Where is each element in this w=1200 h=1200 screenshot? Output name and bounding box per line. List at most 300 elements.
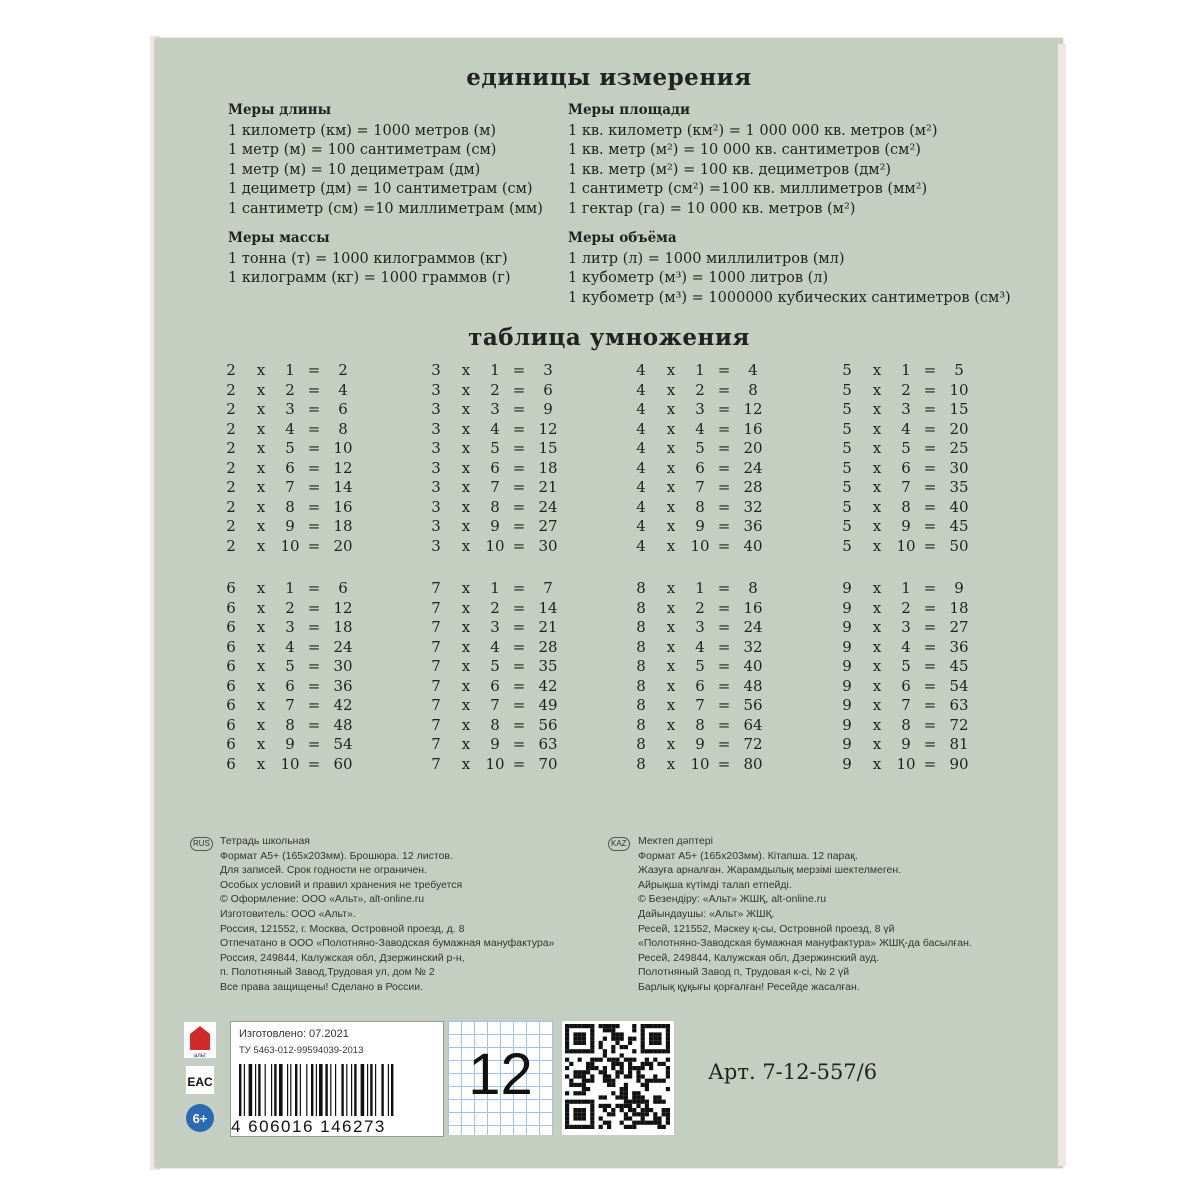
qr-module — [569, 1125, 573, 1129]
factor-b: 7 — [695, 478, 705, 496]
qr-module — [615, 1032, 619, 1036]
factor-b: 8 — [490, 715, 500, 734]
operator: x — [666, 517, 676, 535]
factor-a: 6 — [226, 676, 236, 695]
qr-module — [645, 1112, 649, 1116]
article-number: Арт. 7-12-557/6 — [708, 1060, 878, 1084]
equals: = — [717, 618, 731, 636]
qr-module — [636, 1091, 640, 1095]
operator: x — [461, 618, 471, 636]
qr-module — [590, 1049, 594, 1053]
equals: = — [923, 598, 937, 617]
product: 21 — [538, 618, 558, 636]
qr-module — [615, 1037, 619, 1041]
factor-a: 9 — [842, 754, 852, 773]
equals: = — [512, 754, 526, 773]
legal-line: Изготовитель: ООО «Альт». — [220, 907, 356, 920]
legal-line: Полотняный Завод п, Трудовая к-сі, № 2 үй — [638, 966, 850, 979]
operator: x — [666, 618, 676, 636]
equals: = — [923, 754, 937, 773]
qr-module — [628, 1058, 632, 1062]
product: 6 — [543, 380, 553, 399]
factor-b: 4 — [285, 637, 295, 656]
factor-b: 9 — [490, 517, 500, 535]
qr-module — [632, 1121, 636, 1125]
qr-module — [657, 1049, 661, 1053]
equals: = — [512, 439, 526, 457]
qr-module — [569, 1049, 573, 1053]
equals: = — [923, 361, 937, 379]
product: 42 — [538, 676, 558, 695]
factor-a: 2 — [226, 380, 236, 399]
factor-a: 9 — [842, 579, 852, 597]
product: 4 — [748, 361, 758, 379]
product: 48 — [333, 715, 353, 734]
factor-a: 4 — [636, 478, 646, 496]
qr-module — [603, 1053, 607, 1057]
factor-b: 8 — [901, 497, 911, 516]
factor-b: 7 — [285, 696, 295, 714]
qr-module — [662, 1112, 666, 1116]
factor-a: 5 — [842, 536, 852, 555]
barcode-bar — [319, 1064, 323, 1116]
qr-module — [653, 1074, 657, 1078]
qr-module — [666, 1058, 670, 1062]
qr-module — [620, 1053, 624, 1057]
product: 8 — [748, 380, 758, 399]
qr-module — [641, 1028, 645, 1032]
qr-module — [645, 1058, 649, 1062]
barcode-bar — [341, 1064, 343, 1116]
qr-module — [586, 1024, 590, 1028]
factor-a: 7 — [431, 735, 441, 753]
qr-module — [662, 1062, 666, 1066]
qr-module — [611, 1045, 615, 1049]
qr-module — [599, 1041, 603, 1045]
qr-module — [565, 1112, 569, 1116]
factor-b: 3 — [490, 618, 500, 636]
units-title: единицы измерения — [466, 64, 752, 91]
qr-module — [636, 1100, 640, 1104]
product: 2 — [338, 361, 348, 379]
operator: x — [872, 517, 882, 535]
qr-module — [569, 1062, 573, 1066]
qr-module — [624, 1091, 628, 1095]
qr-module — [573, 1100, 577, 1104]
qr-module — [666, 1045, 670, 1049]
qr-module — [578, 1058, 582, 1062]
operator: x — [461, 419, 471, 438]
qr-module — [649, 1079, 653, 1083]
qr-module — [603, 1074, 607, 1078]
qr-module — [590, 1108, 594, 1112]
product: 45 — [949, 657, 969, 675]
product: 3 — [543, 361, 553, 379]
product: 32 — [743, 637, 763, 656]
svg-text:альт: альт — [193, 1053, 207, 1059]
qr-module — [620, 1066, 624, 1070]
barcode-bar — [391, 1064, 393, 1116]
qr-module — [582, 1041, 586, 1045]
equals: = — [512, 419, 526, 438]
factor-a: 5 — [842, 478, 852, 496]
qr-module — [624, 1058, 628, 1062]
product: 27 — [949, 618, 969, 636]
qr-module — [611, 1028, 615, 1032]
legal-line: Особых условий и правил хранения не требуется — [220, 878, 463, 891]
qr-module — [653, 1095, 657, 1099]
factor-a: 4 — [636, 439, 646, 457]
qr-module — [641, 1074, 645, 1078]
factor-b: 9 — [285, 735, 295, 753]
qr-module — [578, 1091, 582, 1095]
operator: x — [872, 657, 882, 675]
factor-a: 2 — [226, 419, 236, 438]
barcode-bar — [361, 1064, 365, 1116]
equals: = — [512, 380, 526, 399]
barcode-bar — [354, 1064, 356, 1116]
factor-a: 3 — [431, 361, 441, 379]
product: 32 — [743, 497, 763, 516]
factor-a: 8 — [636, 735, 646, 753]
length-title: Меры длины — [228, 102, 332, 118]
equals: = — [512, 458, 526, 477]
qr-module — [641, 1108, 645, 1112]
factor-a: 4 — [636, 419, 646, 438]
operator: x — [461, 478, 471, 496]
operator: x — [256, 400, 266, 418]
qr-module — [599, 1104, 603, 1108]
qr-module — [641, 1062, 645, 1066]
factor-b: 6 — [490, 458, 500, 477]
factor-b: 5 — [901, 657, 911, 675]
qr-module — [573, 1037, 577, 1041]
legal-line: Россия, 249844, Калужская обл, Дзержинский р-н, — [220, 951, 465, 964]
product: 63 — [949, 696, 969, 714]
factor-a: 2 — [226, 439, 236, 457]
equals: = — [923, 478, 937, 496]
qr-module — [649, 1121, 653, 1125]
operator: x — [461, 715, 471, 734]
notebook-back-cover — [155, 38, 1063, 1168]
qr-module — [653, 1121, 657, 1125]
qr-module — [657, 1037, 661, 1041]
operator: x — [256, 618, 266, 636]
barcode-bar — [311, 1064, 313, 1116]
barcode-bar — [388, 1064, 389, 1116]
mass-measure-line: 1 килограмм (кг) = 1000 граммов (г) — [228, 270, 511, 286]
equals: = — [512, 361, 526, 379]
qr-module — [611, 1112, 615, 1116]
operator: x — [256, 598, 266, 617]
product: 72 — [949, 715, 969, 734]
qr-module — [645, 1104, 649, 1108]
operator: x — [872, 497, 882, 516]
operator: x — [256, 517, 266, 535]
qr-module — [590, 1100, 594, 1104]
qr-module — [628, 1041, 632, 1045]
qr-module — [628, 1100, 632, 1104]
qr-module — [628, 1037, 632, 1041]
product: 8 — [338, 419, 348, 438]
equals: = — [307, 536, 321, 555]
factor-a: 6 — [226, 598, 236, 617]
qr-module — [645, 1062, 649, 1066]
qr-module — [573, 1024, 577, 1028]
legal-line: Дайындаушы: «Альт» ЖШҚ. — [638, 907, 775, 920]
factor-b: 5 — [695, 657, 705, 675]
operator: x — [666, 478, 676, 496]
factor-b: 2 — [695, 598, 705, 617]
qr-module — [641, 1049, 645, 1053]
factor-b: 6 — [695, 676, 705, 695]
product: 12 — [538, 419, 558, 438]
factor-a: 8 — [636, 715, 646, 734]
equals: = — [307, 754, 321, 773]
product: 12 — [333, 458, 353, 477]
qr-module — [632, 1028, 636, 1032]
qr-module — [628, 1062, 632, 1066]
factor-b: 7 — [695, 696, 705, 714]
qr-module — [666, 1116, 670, 1120]
product: 16 — [743, 419, 763, 438]
qr-module — [599, 1024, 603, 1028]
factor-a: 9 — [842, 735, 852, 753]
qr-module — [657, 1079, 661, 1083]
factor-b: 8 — [285, 497, 295, 516]
qr-module — [569, 1079, 573, 1083]
operator: x — [461, 676, 471, 695]
manufacture-date: Изготовлено: 07.2021 — [239, 1028, 349, 1040]
equals: = — [307, 361, 321, 379]
qr-module — [645, 1100, 649, 1104]
qr-module — [615, 1095, 619, 1099]
qr-module — [578, 1108, 582, 1112]
operator: x — [461, 536, 471, 555]
qr-module — [590, 1024, 594, 1028]
factor-a: 6 — [226, 579, 236, 597]
operator: x — [872, 637, 882, 656]
factor-b: 10 — [896, 754, 916, 773]
qr-module — [565, 1091, 569, 1095]
qr-module — [586, 1066, 590, 1070]
qr-module — [578, 1041, 582, 1045]
qr-module — [611, 1108, 615, 1112]
qr-module — [569, 1100, 573, 1104]
operator: x — [872, 478, 882, 496]
equals: = — [923, 517, 937, 535]
qr-module — [662, 1100, 666, 1104]
qr-module — [603, 1049, 607, 1053]
qr-module — [607, 1079, 611, 1083]
qr-module — [620, 1104, 624, 1108]
qr-module — [603, 1108, 607, 1112]
equals: = — [923, 400, 937, 418]
qr-module — [641, 1100, 645, 1104]
operator: x — [666, 497, 676, 516]
operator: x — [666, 754, 676, 773]
qr-module — [636, 1104, 640, 1108]
qr-module — [662, 1108, 666, 1112]
factor-b: 9 — [901, 517, 911, 535]
factor-b: 4 — [695, 637, 705, 656]
qr-module — [590, 1074, 594, 1078]
factor-b: 5 — [901, 439, 911, 457]
qr-module — [653, 1041, 657, 1045]
qr-module — [649, 1041, 653, 1045]
volume-measure-line: 1 литр (л) = 1000 миллилитров (мл) — [568, 250, 845, 267]
qr-module — [594, 1066, 598, 1070]
qr-module — [586, 1125, 590, 1129]
product: 20 — [743, 439, 763, 457]
qr-module — [569, 1024, 573, 1028]
factor-b: 3 — [285, 618, 295, 636]
qr-module — [603, 1079, 607, 1083]
barcode-bar — [255, 1064, 256, 1116]
operator: x — [256, 497, 266, 516]
qr-module — [649, 1049, 653, 1053]
qr-module — [632, 1100, 636, 1104]
qr-module — [611, 1091, 615, 1095]
equals: = — [923, 715, 937, 734]
factor-a: 8 — [636, 657, 646, 675]
qr-module — [620, 1095, 624, 1099]
factor-a: 5 — [842, 361, 852, 379]
equals: = — [717, 754, 731, 773]
qr-module — [628, 1104, 632, 1108]
barcode-bar — [367, 1064, 368, 1116]
operator: x — [461, 458, 471, 477]
qr-module — [641, 1116, 645, 1120]
operator: x — [256, 715, 266, 734]
factor-b: 1 — [695, 579, 705, 597]
cover-edge-right — [1058, 44, 1066, 1166]
barcode-bar — [370, 1064, 372, 1116]
barcode-bar — [258, 1064, 260, 1116]
factor-b: 10 — [896, 536, 916, 555]
product: 24 — [333, 637, 353, 656]
factor-b: 8 — [490, 497, 500, 516]
equals: = — [717, 598, 731, 617]
operator: x — [256, 458, 266, 477]
operator: x — [256, 696, 266, 714]
product: 56 — [743, 696, 763, 714]
qr-module — [565, 1108, 569, 1112]
operator: x — [872, 361, 882, 379]
factor-a: 4 — [636, 458, 646, 477]
equals: = — [717, 735, 731, 753]
qr-module — [628, 1116, 632, 1120]
qr-module — [590, 1121, 594, 1125]
barcode-bar — [316, 1064, 317, 1116]
product: 15 — [949, 400, 969, 418]
barcode-digits: 4 606016 146273 — [231, 1117, 386, 1136]
qr-module — [586, 1049, 590, 1053]
factor-a: 7 — [431, 676, 441, 695]
equals: = — [717, 458, 731, 477]
qr-module — [590, 1116, 594, 1120]
qr-module — [653, 1024, 657, 1028]
qr-module — [653, 1079, 657, 1083]
factor-b: 1 — [901, 361, 911, 379]
qr-module — [573, 1032, 577, 1036]
product: 4 — [338, 380, 348, 399]
product: 30 — [333, 657, 353, 675]
equals: = — [307, 715, 321, 734]
product: 14 — [538, 598, 558, 617]
operator: x — [461, 497, 471, 516]
equals: = — [512, 676, 526, 695]
length-measure-line: 1 дециметр (дм) = 10 сантиметрам (см) — [228, 181, 533, 197]
factor-b: 3 — [695, 618, 705, 636]
qr-module — [578, 1032, 582, 1036]
qr-module — [641, 1045, 645, 1049]
qr-module — [578, 1037, 582, 1041]
product: 8 — [748, 579, 758, 597]
equals: = — [307, 735, 321, 753]
factor-a: 7 — [431, 754, 441, 773]
factor-b: 3 — [901, 618, 911, 636]
factor-a: 2 — [226, 400, 236, 418]
qr-module — [565, 1024, 569, 1028]
product: 45 — [949, 517, 969, 535]
qr-module — [573, 1049, 577, 1053]
factor-a: 4 — [636, 361, 646, 379]
operator: x — [666, 458, 676, 477]
qr-module — [573, 1041, 577, 1045]
equals: = — [717, 657, 731, 675]
barcode-bar — [295, 1064, 297, 1116]
qr-module — [649, 1032, 653, 1036]
qr-module — [620, 1091, 624, 1095]
operator: x — [461, 439, 471, 457]
qr-module — [662, 1125, 666, 1129]
product: 63 — [538, 735, 558, 753]
product: 50 — [949, 536, 969, 555]
factor-b: 5 — [490, 439, 500, 457]
qr-module — [628, 1108, 632, 1112]
product: 5 — [954, 361, 964, 379]
qr-module — [611, 1032, 615, 1036]
qr-module — [615, 1024, 619, 1028]
qr-module — [573, 1125, 577, 1129]
qr-module — [611, 1037, 615, 1041]
qr-module — [641, 1083, 645, 1087]
qr-module — [573, 1083, 577, 1087]
equals: = — [923, 497, 937, 516]
product: 14 — [333, 478, 353, 496]
length-measures — [228, 101, 543, 219]
kaz-language-tag: KAZ — [608, 837, 630, 851]
sheet-count-box — [448, 1021, 553, 1135]
qr-module — [590, 1062, 594, 1066]
qr-module — [578, 1112, 582, 1116]
operator: x — [666, 536, 676, 555]
legal-line: Формат А5+ (165х203мм). Кітапша. 12 парақ. — [638, 849, 858, 862]
barcode-bar — [287, 1064, 288, 1116]
qr-module — [645, 1024, 649, 1028]
factor-b: 3 — [285, 400, 295, 418]
product: 18 — [949, 598, 969, 617]
product: 30 — [538, 536, 558, 555]
factor-a: 7 — [431, 715, 441, 734]
factor-b: 8 — [695, 715, 705, 734]
operator: x — [872, 715, 882, 734]
equals: = — [717, 536, 731, 555]
barcode-bar — [249, 1064, 253, 1116]
factor-a: 6 — [226, 735, 236, 753]
product: 9 — [543, 400, 553, 418]
